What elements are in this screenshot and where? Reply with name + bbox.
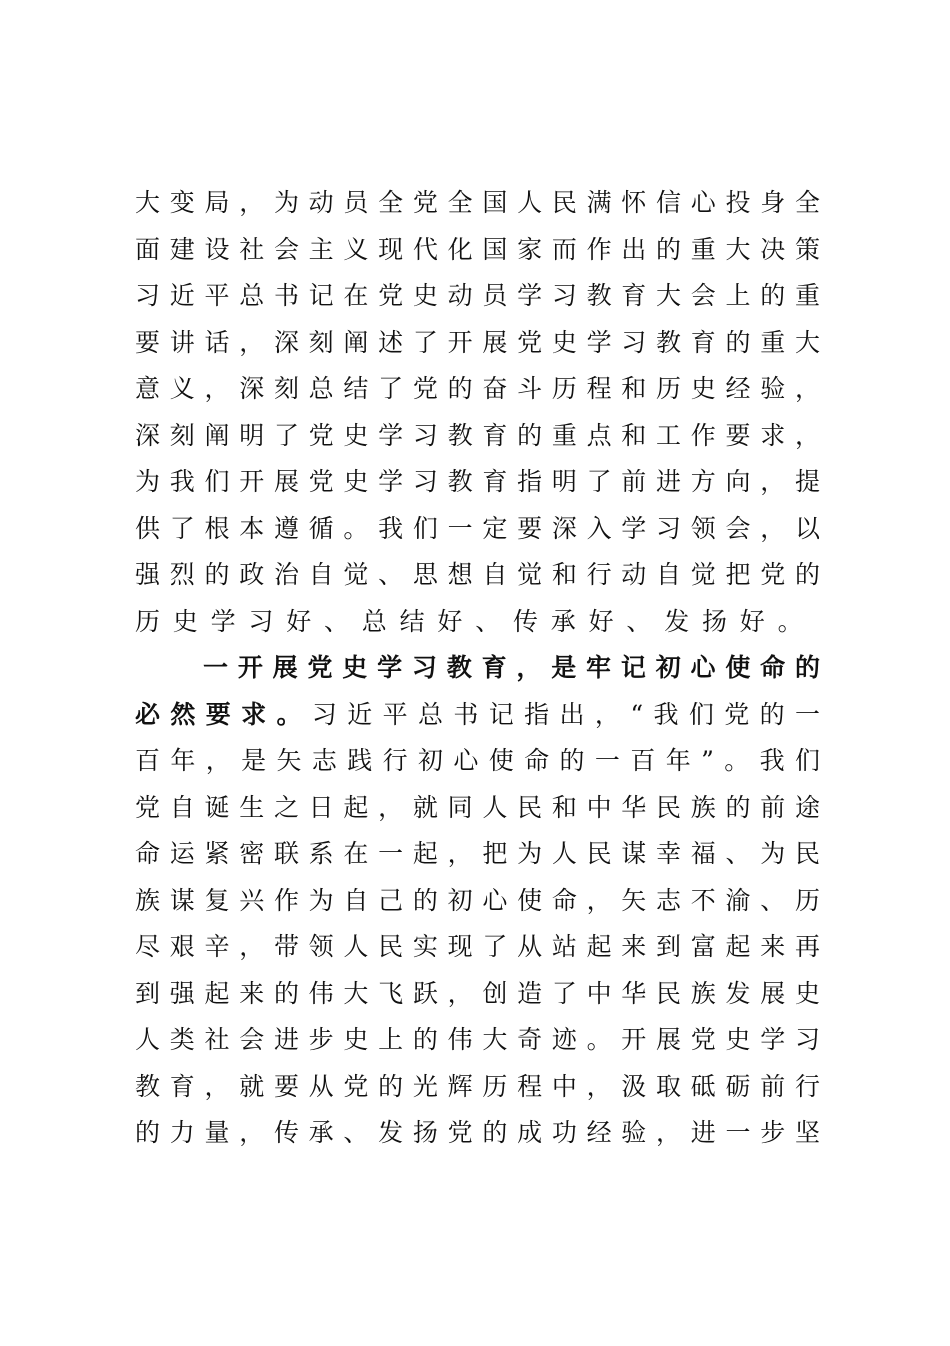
mixed-heading-line [135, 692, 820, 739]
section-heading-line: 一开展党史学习教育，是牢记初心使命的 [203, 653, 820, 682]
text-line: 要讲话，深刻阐述了开展党史学习教育的重大 [135, 327, 820, 357]
text-line: 尽艰辛，带领人民实现了从站起来到富起来再 [135, 932, 820, 961]
text-line: 为我们开展党史学习教育指明了前进方向，提 [135, 467, 820, 496]
body-text [135, 180, 820, 1157]
text-line: 的力量，传承、发扬党的成功经验，进一步坚 [135, 1118, 820, 1147]
text-line: 强烈的政治自觉、思想自觉和行动自觉把党的 [135, 560, 820, 589]
text-line: 百年，是矢志践行初心使命的一百年”。我们 [135, 746, 820, 775]
text-line: 面建设社会主义现代化国家而作出的重大决策 [135, 234, 820, 264]
text-line: 大变局，为动员全党全国人民满怀信心投身全 [135, 188, 820, 217]
text-line: 到强起来的伟大飞跃，创造了中华民族发展史 [135, 978, 820, 1008]
heading-continuation: 必然要求。 [135, 699, 312, 729]
text-line: 供了根本遵循。我们一定要深入学习领会，以 [135, 513, 820, 543]
text-line: 习近平总书记在党史动员学习教育大会上的重 [135, 281, 820, 310]
paragraph-end-line: 历史学习好、总结好、传承好、发扬好。 [135, 606, 816, 636]
text-line: 人类社会进步史上的伟大奇迹。开展党史学习 [135, 1025, 820, 1054]
text-line: 意义，深刻总结了党的奋斗历程和历史经验， [135, 374, 820, 403]
text-line: 教育，就要从党的光辉历程中，汲取砥砺前行 [135, 1071, 820, 1101]
text-line: 族谋复兴作为自己的初心使命，矢志不渝、历 [135, 885, 820, 915]
text-run: 习近平总书记指出，“我们党的一 [311, 699, 820, 729]
text-line: 深刻阐明了党史学习教育的重点和工作要求， [135, 420, 820, 450]
text-line: 党自诞生之日起，就同人民和中华民族的前途 [135, 792, 820, 822]
text-line: 命运紧密联系在一起，把为人民谋幸福、为民 [135, 839, 820, 868]
